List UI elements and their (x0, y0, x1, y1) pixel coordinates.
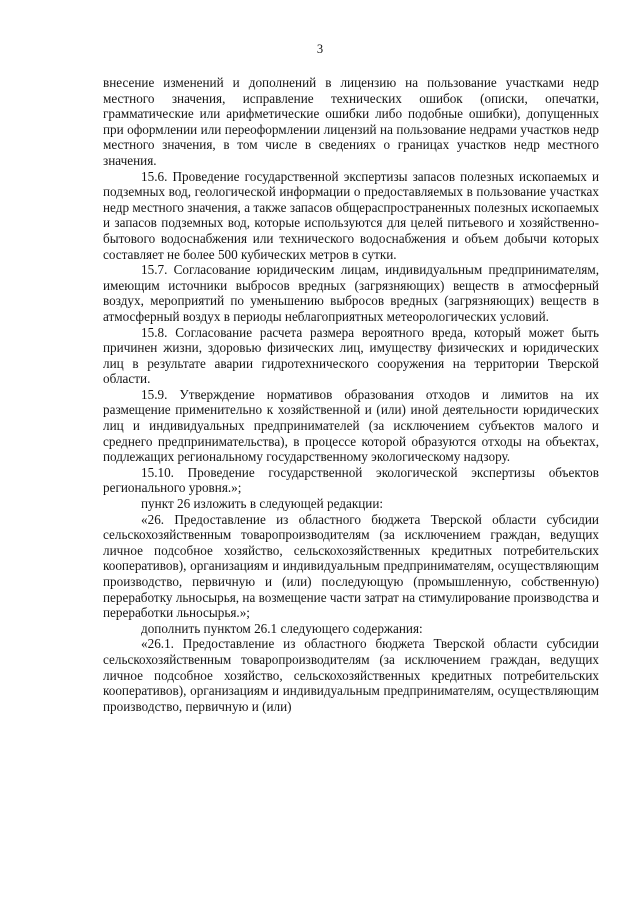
paragraph-26-1: «26.1. Предоставление из областного бюджета Тверской области субсидии сельскохозяйственным товаропроизводителям (за исключением граждан, ведущих личное подсобное хозяйство, сельскохозяйственных кредитных потребительских кооперативов), организациям и индивидуальным предпринимателям, осуществляющим производство, первичную и (или) (103, 636, 599, 714)
paragraph-15-8: 15.8. Согласование расчета размера вероятного вреда, который может быть причинен жизни, здоровью физических лиц, имуществу физических и юридических лиц в результате аварии гидротехнического сооружения на территории Тверской области. (103, 324, 599, 387)
paragraph-15-7: 15.7. Согласование юридическим лицам, индивидуальным предпринимателям, имеющим источники выбросов вредных (загрязняющих) веществ в атмосферный воздух, мероприятий по уменьшению выбросов вредных (загрязняющих) веществ в атмосферный воздух в периоды неблагоприятных метеорологических условий. (103, 262, 599, 324)
paragraph-26: «26. Предоставление из областного бюджета Тверской области субсидии сельскохозяйственным товаропроизводителям (за исключением граждан, ведущих личное подсобное хозяйство, сельскохозяйственных кредитных потребительских кооперативов), организациям и индивидуальным предпринимателям, осуществляющим производство, первичную и (или) последующую (промышленную, собственную) переработку льносырья, на возмещение части затрат на стимулирование производства и переработки льносырья.»; (103, 511, 599, 621)
paragraph-15-6: 15.6. Проведение государственной экспертизы запасов полезных ископаемых и подземных вод, геологической информации о предоставляемых в пользование участках недр местного значения, а также запасов общераспространенных полезных ископаемых и запасов подземных вод, которые используются для целей питьевого и хозяйственно-бытового водоснабжения или технического водоснабжения и объем добычи которых составляет не более 500 кубических метров в сутки. (103, 168, 599, 262)
paragraph-add-26-1: дополнить пунктом 26.1 следующего содержания: (141, 620, 423, 636)
page-number: 3 (316, 42, 324, 56)
paragraph-amend-26: пункт 26 изложить в следующей редакции: (141, 496, 384, 512)
paragraph-continuation: внесение изменений и дополнений в лицензию на пользование участками недр местного значения, исправление технических ошибок (описки, опечатки, грамматические или арифметические ошибки либо подобные ошибки), допущенных при оформлении или переоформлении лицензий на пользование недрами участков недр местного значения, в том числе в сведениях о границах участков недр местного значения. (103, 75, 599, 168)
paragraph-15-10: 15.10. Проведение государственной экологической экспертизы объектов регионального уровня.»; (103, 464, 599, 496)
document-body (103, 75, 599, 714)
paragraph-15-9: 15.9. Утверждение нормативов образования отходов и лимитов на их размещение применительно к хозяйственной и (или) иной деятельности юридических лиц и индивидуальных предпринимателей (за исключением субъектов малого и среднего предпринимательства), в процессе которой образуются отходы на объектах, подлежащих региональному государственному экологическому надзору. (103, 386, 599, 465)
